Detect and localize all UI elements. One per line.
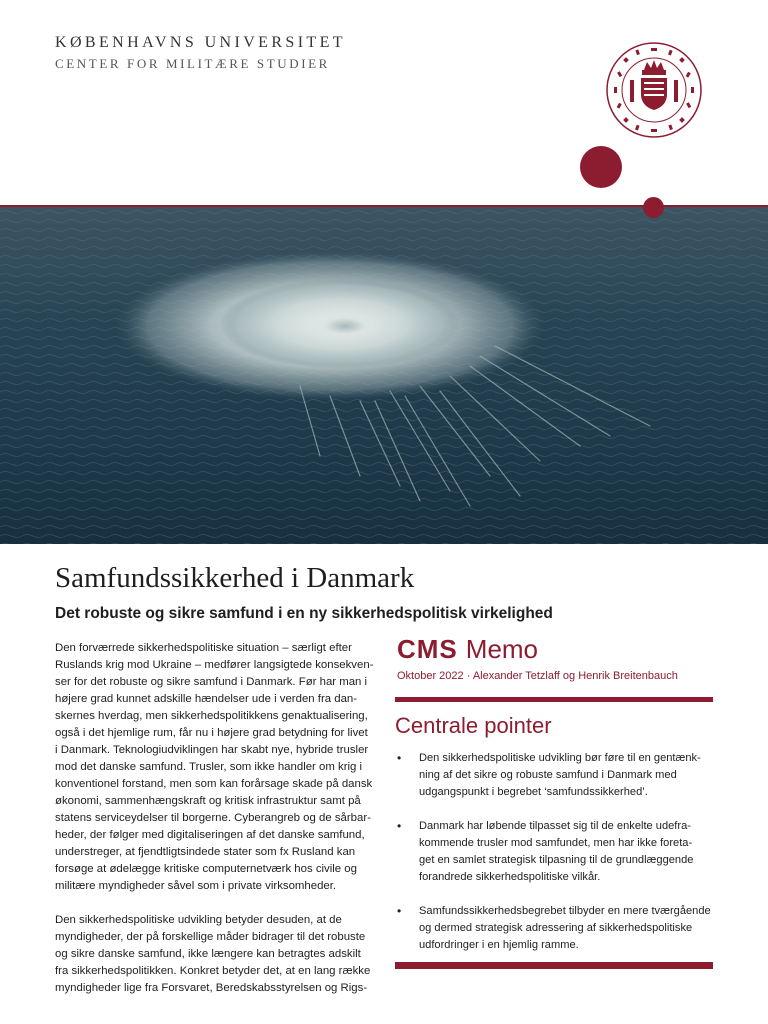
text-line: konventionel forstand, men som kan forårsage skade på dansk — [55, 778, 373, 790]
key-point — [397, 750, 715, 801]
text-line: og dermed strategisk adressering af sikkerhedspolitiske — [419, 922, 693, 934]
text-line: økonomi, sammenhængskraft og kritisk infrastruktur samt på — [55, 795, 361, 807]
article-title: Samfundssikkerhed i Danmark — [55, 562, 415, 594]
memo-heading — [397, 634, 538, 665]
university-name: KØBENHAVNS UNIVERSITET — [55, 34, 346, 51]
memo-label: Memo — [465, 634, 539, 664]
text-line: myndigheder, der på forskellige måder bidrager til det robuste — [55, 931, 366, 943]
memo-brand: CMS — [397, 634, 458, 664]
body-paragraph — [55, 640, 374, 895]
header — [0, 0, 768, 210]
text-line: udfordringer i en hjemlig ramme. — [419, 939, 579, 951]
text-line: • Danmark har løbende tilpasset sig til de enkelte udefra- — [419, 820, 691, 832]
text-line: fra sikkerhedspolitikken. Konkret betyder det, at en lang række — [55, 965, 371, 977]
memo-rule-top — [395, 697, 713, 702]
text-line: i Danmark. Teknologiudviklingen har skabt nye, hybride trusler — [55, 744, 369, 756]
text-line: get en samlet strategisk tilpasning til de grundlæggende — [419, 854, 694, 866]
text-line: ser for det robuste og sikre samfund i Danmark. Før har man i — [55, 676, 368, 688]
text-line: højere grad kunnet adskille hændelser ude i verden fra dan- — [55, 693, 358, 705]
university-seal-icon — [604, 40, 704, 140]
text-line: heder, der følger med digitaliseringen af det danske samfund, — [55, 829, 365, 841]
hero-image — [0, 206, 768, 544]
key-points-heading: Centrale pointer — [395, 713, 552, 738]
text-line: • Den sikkerhedspolitiske udvikling bør føre til en gentænk- — [419, 752, 701, 764]
text-line: militære myndigheder såvel som i private virksomheder. — [55, 880, 337, 892]
text-line: • Samfundssikkerhedsbegrebet tilbyder en mere tværgående — [419, 905, 711, 917]
key-points-list — [397, 750, 715, 971]
text-line: myndigheder lige fra Forsvaret, Beredskabsstyrelsen og Rigs- — [55, 982, 368, 994]
text-line: også i det hjemlige rum, får nu i højere grad betydning for livet — [55, 727, 368, 739]
text-line: statens serviceydelser til borgerne. Cyberangreb og de sårbar- — [55, 812, 371, 824]
center-name: CENTER FOR MILITÆRE STUDIER — [55, 56, 330, 71]
text-line: forsøge at ødelægge kritiske computernetværk hos civile og — [55, 863, 357, 875]
memo-meta: Oktober 2022 · Alexander Tetzlaff og Henrik Breitenbauch — [397, 670, 678, 682]
text-line: Ruslands krig mod Ukraine – medfører langsigtede konsekven- — [55, 659, 374, 671]
text-line: skernes hverdag, men sikkerhedspolitikkens genaktualisering, — [55, 710, 368, 722]
text-line: og sikre danske samfund, ikke længere kan betragtes adskilt — [55, 948, 361, 960]
text-line: udgangspunkt i begrebet ‘samfundssikkerhed’. — [419, 786, 648, 798]
text-line: Den forværrede sikkerhedspolitiske situation – særligt efter — [55, 642, 352, 654]
text-line: forandrede sikkerhedspolitiske vilkår. — [419, 871, 601, 883]
memo-rule-bottom — [395, 962, 713, 969]
article-subtitle: Det robuste og sikre samfund i en ny sikkerhedspolitisk virkelighed — [55, 605, 553, 622]
text-line: Den sikkerhedspolitiske udvikling betyder desuden, at de — [55, 914, 342, 926]
body-paragraph — [55, 912, 370, 997]
text-line: mod det danske samfund. Trusler, som ikke handler om krig i — [55, 761, 363, 773]
text-line: understreger, at fjendtligtsindede stater som fx Rusland kan — [55, 846, 356, 858]
decorative-dot-small — [643, 197, 664, 218]
text-line: ning af det sikre og robuste samfund i Danmark med — [419, 769, 677, 781]
key-point — [397, 818, 715, 886]
decorative-dot-large — [580, 146, 622, 188]
body-column — [55, 640, 374, 1014]
text-line: kommende trusler mod samfundet, men har ikke foreta- — [419, 837, 693, 849]
key-point — [397, 903, 715, 954]
